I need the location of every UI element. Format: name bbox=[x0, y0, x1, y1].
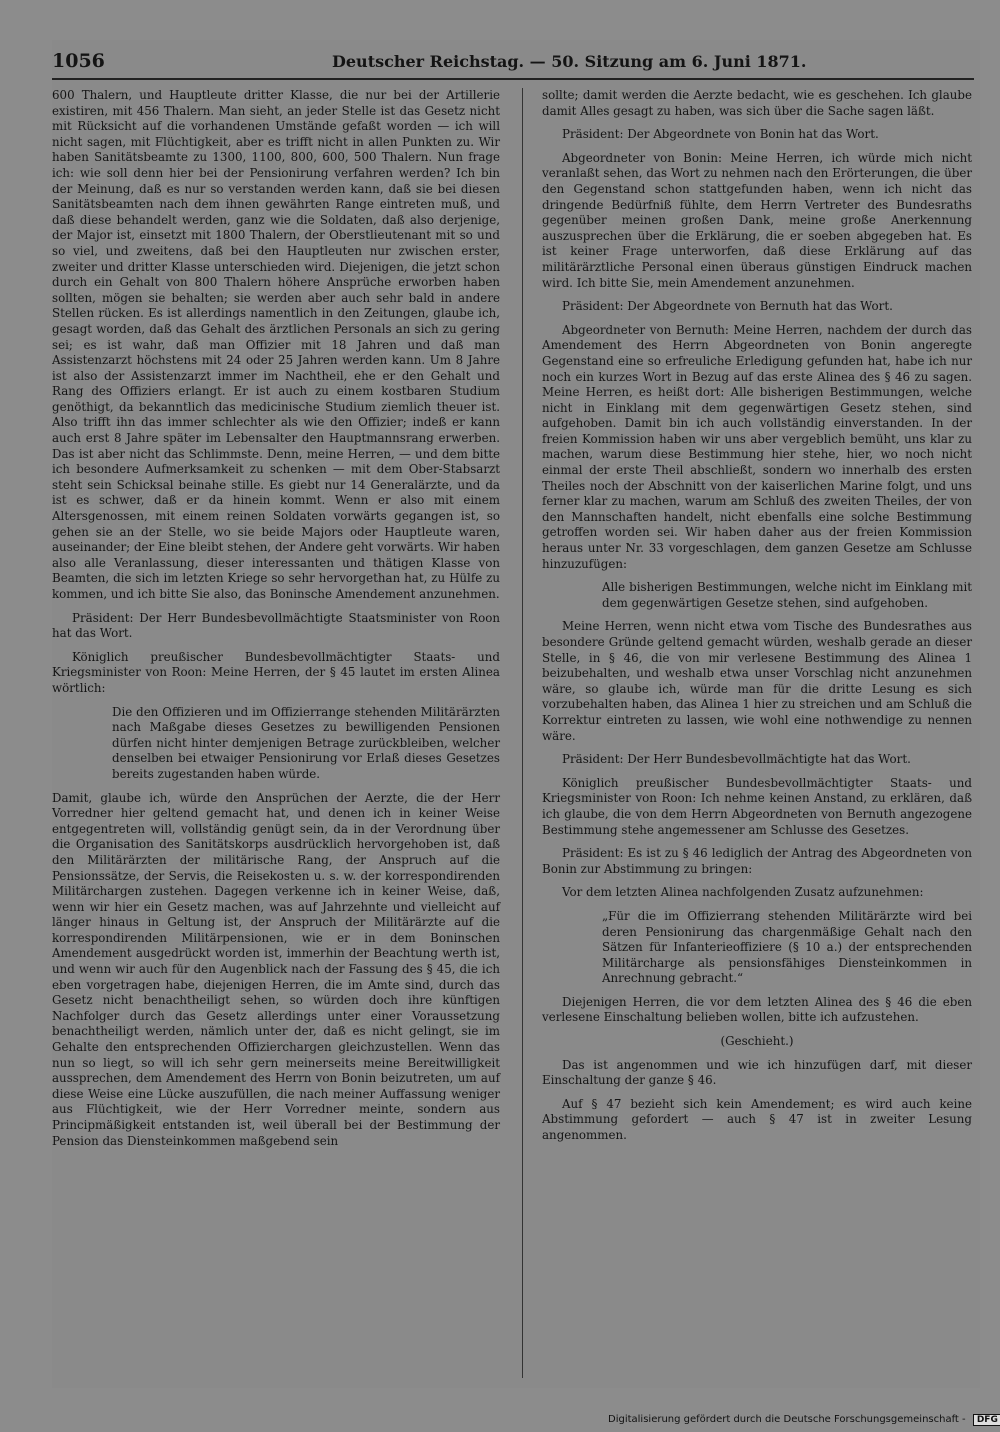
quoted-paragraph: Die den Offizieren und im Offizierrange stehenden Militärärzten nach Maßgabe dieses Gesetzes zu bewilligenden Pensionen dürfen nicht hinter demjenigen Betrage zurückbleiben, welcher denselben bei etwaiger Pensionirung vor Erlaß dieses Gesetzes bereits zugestanden haben würde. bbox=[112, 704, 500, 781]
column-divider bbox=[522, 88, 523, 1378]
speaker-paragraph: Abgeordneter von Bonin: Meine Herren, ich würde mich nicht veranlaßt sehen, das Wort zu nehmen nach den Erörterungen, die über den Gegenstand schon stattgefunden haben, wenn ich nicht das dringende Bedürfniß fühlte, dem Herrn Vertreter des Bundesraths gegenüber meinen großen Dank, meine große Anerkennung auszusprechen über die Erklärung, die er soeben abgegeben hat. Es ist keiner Frage unterworfen, daß diese Erklärung auf das militärärztliche Personal einen überaus günstigen Eindruck machen wird. Ich bitte Sie, mein Amendement anzunehmen. bbox=[542, 150, 972, 290]
paragraph: (Geschieht.) bbox=[720, 1034, 794, 1049]
speaker-paragraph: Präsident: Der Herr Bundesbevollmächtigte Staatsminister von Roon hat das Wort. bbox=[52, 610, 500, 641]
page-number: 1056 bbox=[52, 50, 105, 72]
page-sheet bbox=[52, 40, 980, 1388]
paragraph: Meine Herren, wenn nicht etwa vom Tische des Bundesrathes aus besondere Gründe geltend gemacht würden, weshalb gerade an dieser Stelle, in § 46, die von mir verlesene Bestimmung des Alinea 1 beizubehalten, und weshalb etwa unser Vorschlag nicht anzunehmen wäre, so glaube ich, würde man für die dritte Lesung es sich vorzubehalten haben, das Alinea 1 hier zu streichen und am Schluß die Korrektur eintreten zu lassen, wie wohl eine nothwendige zu nennen wäre. bbox=[542, 619, 972, 743]
speaker-paragraph: Präsident: Es ist zu § 46 lediglich der Antrag des Abgeordneten von Bonin zur Abstimmung zu bringen: bbox=[542, 846, 972, 876]
paragraph: Das ist angenommen und wie ich hinzufügen darf, mit dieser Einschaltung der ganze § 46. bbox=[542, 1057, 972, 1088]
speaker-paragraph: Präsident: Der Abgeordnete von Bernuth hat das Wort. bbox=[562, 299, 893, 314]
speaker-paragraph: Abgeordneter von Bernuth: Meine Herren, nachdem der durch das Amendement des Herrn Abgeordneten von Bonin angeregte Gegenstand eine so erfreuliche Erledigung gefunden hat, habe ich nur noch ein kurzes Wort in Bezug auf das erste Alinea des § 46 zu sagen. Meine Herren, es heißt dort: Alle bisherigen Bestimmungen, welche nicht in Einklang mit dem gegenwärtigen Gesetz stehen, sind aufgehoben. Damit bin ich auch vollständig einverstanden. In der freien Kommission haben wir uns aber vergeblich bemüht, uns klar zu machen, warum diese Bestimmung hier stehe, hier, wo noch nicht einmal der erste Theil abschließt, sondern wo innerhalb des ersten Theiles noch der Abschnitt von der kaiserlichen Marine folgt, und uns ferner klar zu machen, warum am Schluß des zweiten Theiles, der von den Mannschaften handelt, nicht ebenfalls eine solche Bestimmung getroffen worden sei. Wir haben daher aus der freien Kommission heraus unter Nr. 33 vorgeschlagen, dem ganzen Gesetze am Schlusse hinzuzufügen: bbox=[542, 322, 972, 571]
footer-credit: Digitalisierung gefördert durch die Deutsche Forschungsgemeinschaft - bbox=[608, 1414, 966, 1425]
paragraph: Diejenigen Herren, die vor dem letzten Alinea des § 46 die eben verlesene Einschaltung belieben wollen, bitte ich aufzustehen. bbox=[542, 994, 972, 1025]
quoted-paragraph: Alle bisherigen Bestimmungen, welche nicht im Einklang mit dem gegenwärtigen Gesetze stehen, sind aufgehoben. bbox=[602, 580, 972, 610]
left-column bbox=[52, 88, 500, 1157]
paragraph: Vor dem letzten Alinea nachfolgenden Zusatz aufzunehmen: bbox=[562, 885, 924, 900]
paragraph: Auf § 47 bezieht sich kein Amendement; es wird auch keine Abstimmung gefordert — auch § 47 ist in zweiter Lesung angenommen. bbox=[542, 1096, 972, 1143]
quoted-paragraph: „Für die im Offizierrang stehenden Militärärzte wird bei deren Pensionirung das chargenmäßige Gehalt nach den Sätzen für Infanterieoffiziere (§ 10 a.) der entsprechenden Militärcharge als pensionsfähiges Diensteinkommen in Anrechnung gebracht.“ bbox=[602, 908, 972, 986]
speaker-paragraph: Königlich preußischer Bundesbevollmächtigter Staats- und Kriegsminister von Roon: Ich nehme keinen Anstand, zu erklären, daß ich glaube, die von dem Herrn Abgeordneten von Bernuth angezogene Bestimmung stehe angemessener am Schlusse des Gesetzes. bbox=[542, 775, 972, 837]
dfg-logo: DFG bbox=[973, 1414, 1000, 1426]
paragraph: 600 Thalern, und Hauptleute dritter Klasse, die nur bei der Artillerie existiren, mit 456 Thalern. Man sieht, an jeder Stelle ist das Gesetz nicht mit Rücksicht auf die vorhandenen Umstände gefaßt worden — ich will nicht sagen, mit Flüchtigkeit, aber es trifft nicht in allen Punkten zu. Wir haben Sanitätsbeamte zu 1300, 1100, 800, 600, 500 Thalern. Nun frage ich: wie soll denn hier bei der Pensionirung verfahren werden? Ich bin der Meinung, daß es nur so verstanden werden kann, daß sie bei diesen Sanitätsbeamten nach dem ihnen gewährten Range eintreten muß, und daß diese behandelt werden, ganz wie die Soldaten, daß also derjenige, der Major ist, einsetzt mit 1800 Thalern, der Oberstlieutenant mit so und so viel, und zweitens, daß bei den Hauptleuten nur zwischen erster, zweiter und dritter Klasse unterschieden wird. Diejenigen, die jetzt schon durch ein Gehalt von 800 Thalern höhere Ansprüche erworben haben sollten, mögen sie behalten; sie werden aber auch sehr bald in andere Stellen rücken. Es ist allerdings namentlich in den Zeitungen, glaube ich, gesagt worden, daß das Gehalt des ärztlichen Personals an sich zu gering sei; es ist wahr, daß man Offizier mit 18 Jahren und daß man Assistenzarzt höchstens mit 24 oder 25 Jahren werden kann. Um 8 Jahre ist also der Assistenzarzt immer im Nachtheil, ehe er den Gehalt und Rang des Offiziers erlangt. Er ist auch zu einem kostbaren Studium genöthigt, da bekanntlich das medicinische Studium ziemlich theuer ist. Also trifft ihn das immer schlechter als wie den Offizier; indeß er kann auch erst 8 Jahre später im Lebensalter den Hauptmannsrang erwerben. Das ist aber nicht das Schlimmste. Denn, meine Herren, — und dem bitte ich besondere Aufmerksamkeit zu schenken — mit dem Ober-Stabsarzt steht sein Schicksal beinahe stille. Es giebt nur 14 Generalärzte, und da ist es schwer, daß er da hinein kommt. Wenn er also mit einem Altersgenossen, mit einem reinen Soldaten vorwärts gegangen ist, so gehen sie an der Stelle, wo sie beide Majors oder Hauptleute waren, auseinander; der Eine bleibt stehen, der Andere geht vorwärts. Wir haben also alle Veranlassung, dieser interessanten und thätigen Klasse von Beamten, die sich im letzten Kriege so sehr hervorgethan hat, zu Hülfe zu kommen, und ich bitte Sie also, das Boninsche Amendement anzunehmen. bbox=[52, 88, 500, 601]
speaker-paragraph: Königlich preußischer Bundesbevollmächtigter Staats- und Kriegsminister von Roon: Meine Herren, der § 45 lautet im ersten Alinea wörtlich: bbox=[52, 649, 500, 695]
speaker-paragraph: Präsident: Der Herr Bundesbevollmächtigte hat das Wort. bbox=[562, 752, 911, 767]
paragraph: Damit, glaube ich, würde den Ansprüchen der Aerzte, die der Herr Vorredner hier geltend gemacht hat, und denen ich in keiner Weise entgegentreten will, vollständig genügt sein, da in der Verordnung über die Organisation des Sanitätskorps ausdrücklich hervorgehoben ist, daß den Militärärzten der militärische Rang, der Anspruch auf die Pensionssätze, der Servis, die Reisekosten u. s. w. der korrespondirenden Militärchargen zustehen. Dagegen verkenne ich in keiner Weise, daß, wenn wir hier ein Gesetz machen, was auf Jahrzehnte und vielleicht auf länger hinaus in Geltung ist, der Anspruch der Militärärzte auf die korrespondirenden Militärpensionen, wie er in dem Boninschen Amendement ausgedrückt worden ist, immerhin der Beachtung werth ist, und wenn wir auch für den Augenblick nach der Fassung des § 45, die ich eben vorgetragen habe, diejenigen Herren, die im Amte sind, durch das Gesetz nicht benachtheiligt sehen, so würden doch ihre künftigen Nachfolger durch das Gesetz allerdings unter einer Voraussetzung benachtheiligt werden, nämlich unter der, daß es nicht gelingt, sie im Gehalte den entsprechenden Offizierchargen gleichzustellen. Wenn das nun so liegt, so will ich sehr gern meinerseits meine Bereitwilligkeit aussprechen, dem Amendement des Herrn von Bonin beizutreten, um auf diese Weise eine Lücke auszufüllen, die nach meiner Auffassung weniger aus Flüchtigkeit, wie der Herr Vorredner meinte, sondern aus Principmäßigkeit entstanden ist, weil überall bei der Bestimmung der Pension das Diensteinkommen maßgebend sein bbox=[52, 790, 500, 1148]
page-header bbox=[52, 50, 974, 80]
right-column bbox=[542, 88, 972, 1152]
running-title: Deutscher Reichstag. — 50. Sitzung am 6. Juni 1871. bbox=[332, 52, 807, 71]
footer bbox=[608, 1414, 1000, 1426]
speaker-paragraph: Präsident: Der Abgeordnete von Bonin hat das Wort. bbox=[562, 127, 879, 142]
paragraph: sollte; damit werden die Aerzte bedacht, wie es geschehen. Ich glaube damit Alles gesagt zu haben, was sich über die Sache sagen läßt. bbox=[542, 88, 972, 118]
